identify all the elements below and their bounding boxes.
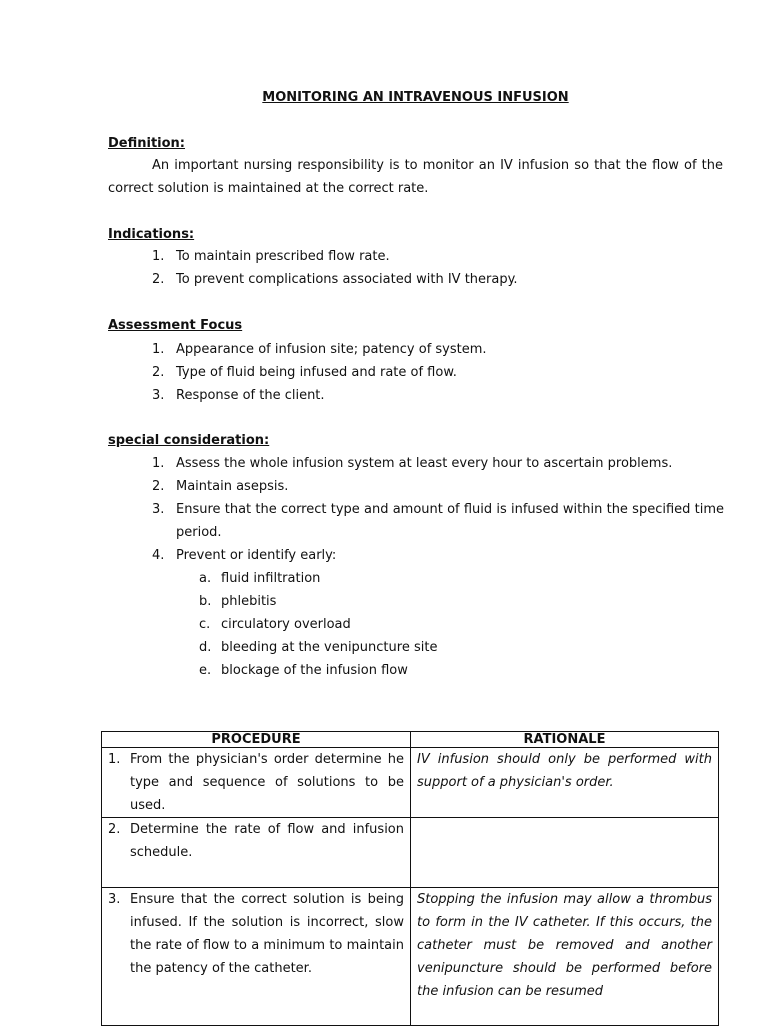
list-number: 1. [152,342,165,357]
procedure-cell [102,748,411,818]
sublist-letter: d. [199,640,212,655]
indications-list [152,245,724,291]
assessment-heading: Assessment Focus [108,318,243,333]
list-item [152,384,724,407]
rationale-cell [411,888,719,1026]
list-item [152,338,724,361]
special-sublist [199,567,724,682]
list-item-text: Response of the client. [176,388,325,403]
procedure-text: Determine the rate of flow and infusion schedule. [130,822,404,860]
list-item-text: To prevent complications associated with IV therapy. [176,272,518,287]
sublist-item [199,659,724,682]
table-row [102,818,719,888]
sublist-item-text: fluid infiltration [221,571,321,586]
rationale-cell [411,748,719,818]
list-item [152,452,724,475]
procedure-text: From the physician's order determine he type and sequence of solutions to be used. [130,752,404,813]
special-list [152,452,724,682]
rationale-text: IV infusion should only be performed with support of a physician's order. [417,752,712,790]
rationale-text: Stopping the infusion may allow a thrombus to form in the IV catheter. If this occurs, the catheter must be removed and another venipuncture should be performed before the infusion can be resumed [417,892,712,999]
table-row [102,888,719,1026]
list-number: 2. [152,479,165,494]
step-number: 2. [108,822,121,837]
sublist-item [199,567,724,590]
list-item-text: Maintain asepsis. [176,479,289,494]
rationale-cell [411,818,719,888]
sublist-item-text: circulatory overload [221,617,351,632]
procedure-cell [102,888,411,1026]
sublist-item [199,636,724,659]
definition-text: An important nursing responsibility is to monitor an IV infusion so that the flow of the correct solution is maintained at the correct rate. [108,158,723,196]
list-item-text: Ensure that the correct type and amount of fluid is infused within the specified time period. [176,502,724,540]
sublist-item [199,590,724,613]
list-number: 1. [152,456,165,471]
sublist-item-text: bleeding at the venipuncture site [221,640,438,655]
step-number: 1. [108,752,121,767]
table-row [102,748,719,818]
procedure-text: Ensure that the correct solution is being infused. If the solution is incorrect, slow the rate of flow to a minimum to maintain the patency of the catheter. [130,892,404,976]
list-item [152,498,724,544]
column-header-rationale: RATIONALE [411,732,719,748]
sublist-letter: c. [199,617,211,632]
list-item [152,245,724,268]
list-item-text: To maintain prescribed flow rate. [176,249,390,264]
page-title: MONITORING AN INTRAVENOUS INFUSION [262,90,569,105]
sublist-item-text: blockage of the infusion flow [221,663,408,678]
list-number: 3. [152,388,165,403]
special-heading: special consideration: [108,433,270,448]
list-item-text: Appearance of infusion site; patency of system. [176,342,487,357]
list-item-text: Prevent or identify early: [176,548,337,563]
list-number: 3. [152,502,165,517]
definition-heading: Definition: [108,136,186,151]
sublist-item-text: phlebitis [221,594,277,609]
list-number: 4. [152,548,165,563]
column-header-procedure: PROCEDURE [102,732,411,748]
table-header-row [102,732,719,748]
step-number: 3. [108,892,121,907]
indications-heading: Indications: [108,227,195,242]
procedure-table [101,731,719,1026]
assessment-list [152,338,724,407]
list-number: 2. [152,365,165,380]
list-item [152,544,724,682]
sublist-letter: e. [199,663,212,678]
sublist-letter: b. [199,594,212,609]
sublist-item [199,613,724,636]
procedure-cell [102,818,411,888]
sublist-letter: a. [199,571,212,586]
list-item-text: Type of fluid being infused and rate of flow. [176,365,457,380]
list-item [152,475,724,498]
list-number: 2. [152,272,165,287]
list-number: 1. [152,249,165,264]
list-item-text: Assess the whole infusion system at least every hour to ascertain problems. [176,456,673,471]
list-item [152,268,724,291]
list-item [152,361,724,384]
